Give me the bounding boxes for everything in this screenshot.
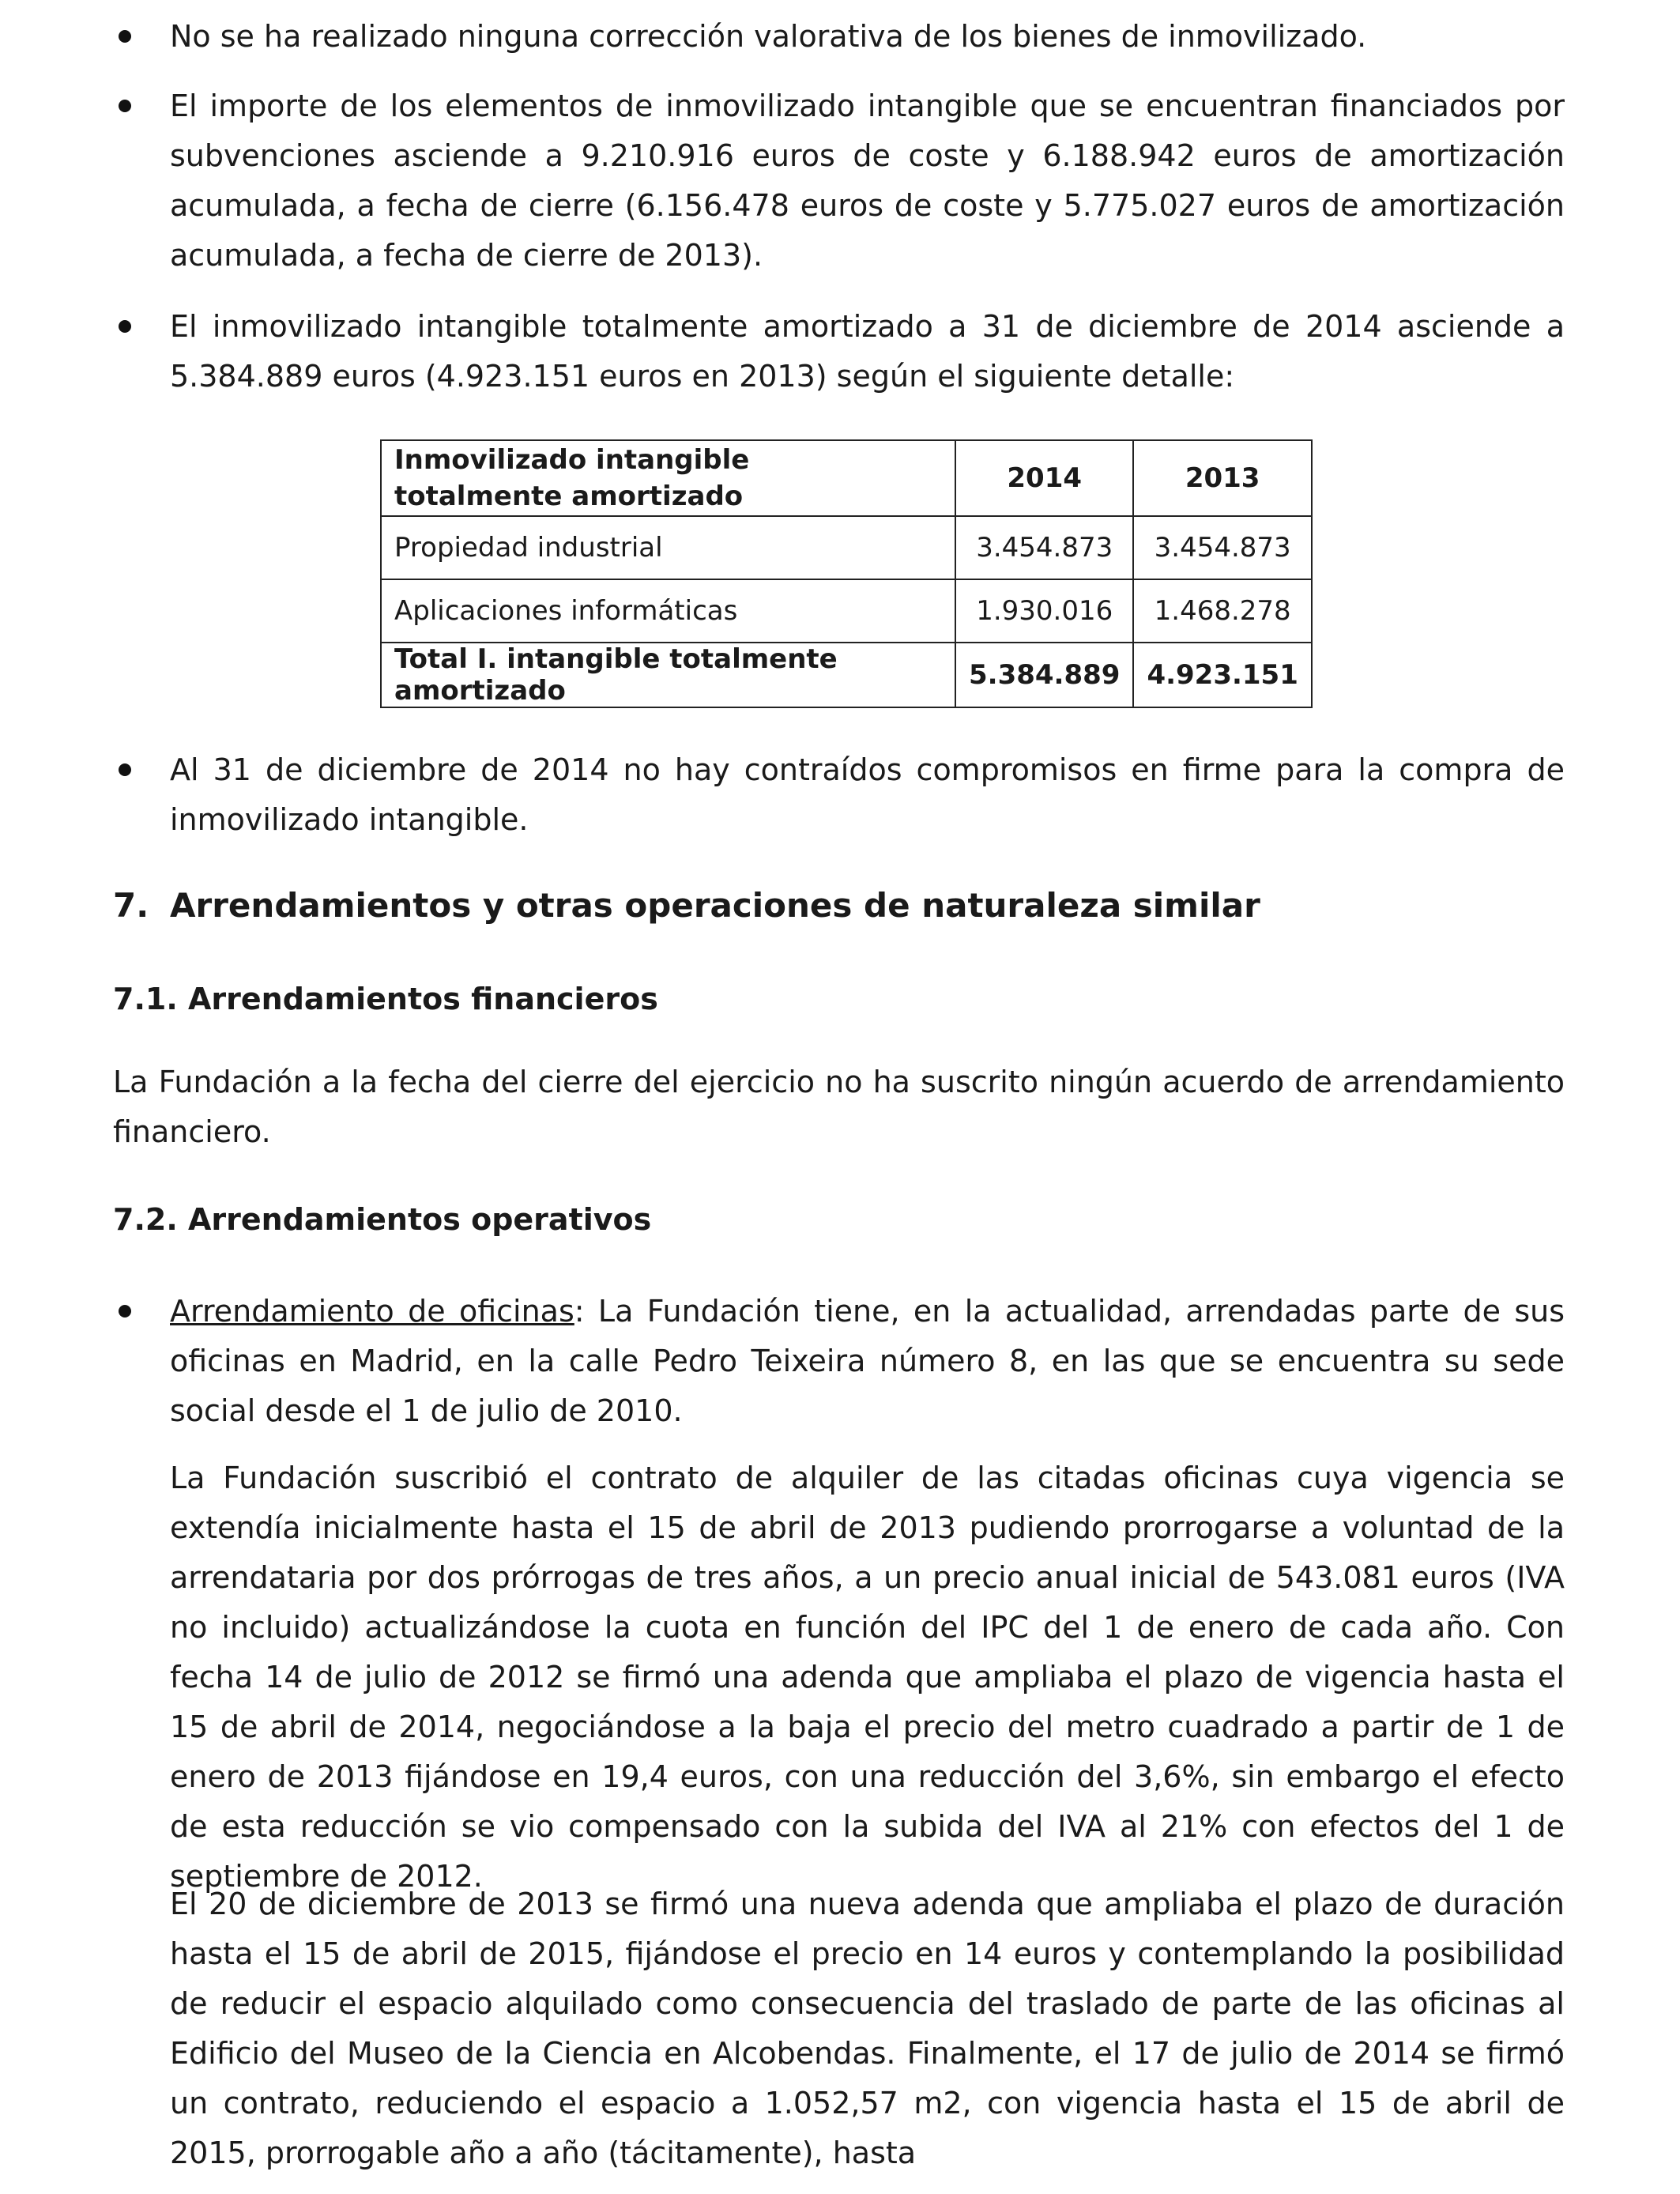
table-header-2013: 2013 — [1133, 440, 1311, 516]
row-value-2014: 3.454.873 — [955, 516, 1133, 579]
row-label: Aplicaciones informáticas — [381, 579, 955, 643]
office-lease-label: Arrendamiento de oficinas — [170, 1294, 574, 1329]
section-7-1-heading: 7.1. Arrendamientos financieros — [113, 982, 658, 1016]
bullet-text-2: El importe de los elementos de inmovilizado intangible que se encuentran financiados por subvenciones asciende a 9.210.916 euros de coste y 6.188.942 euros de amortización acumulada, a fecha de cierre (6.156.478 euros de coste y 5.775.027 euros de amortización acumulada, a fecha de cierre de 2013). — [170, 89, 1565, 273]
table-total-row — [381, 643, 1312, 707]
row-value-2013: 1.468.278 — [1133, 579, 1311, 643]
section-7-2-bullet — [170, 1287, 1565, 1436]
section-7-1-paragraph: La Fundación a la fecha del cierre del ejercicio no ha suscrito ningún acuerdo de arrendamiento financiero. — [113, 1065, 1565, 1149]
bullet-dot — [119, 1305, 131, 1318]
table-header-label — [381, 440, 955, 516]
section-7-number: 7. — [113, 886, 149, 925]
table-header-row — [381, 440, 1312, 516]
section-7-heading — [113, 884, 1260, 928]
amortized-intangibles-table — [380, 439, 1313, 708]
table-row — [381, 579, 1312, 643]
row-value-2014: 1.930.016 — [955, 579, 1133, 643]
table-row — [381, 516, 1312, 579]
row-label: Propiedad industrial — [381, 516, 955, 579]
section-7-title: Arrendamientos y otras operaciones de naturaleza similar — [170, 886, 1260, 925]
office-lease-text: : La Fundación tiene, en la actualidad, arrendadas parte de sus oficinas en Madrid, en la calle Pedro Teixeira número 8, en las que se encuentra su sede social desde el 1 de julio de 2010. — [170, 1294, 1565, 1428]
header-label-line-1: Inmovilizado intangible — [394, 444, 750, 476]
bullet-dot — [119, 100, 131, 112]
section-7-2-paragraph-2: El 20 de diciembre de 2013 se firmó una nueva adenda que ampliaba el plazo de duración hasta el 15 de abril de 2015, fijándose el precio en 14 euros y contemplando la posibilidad de reducir el espacio alquilado como consecuencia del traslado de parte de las oficinas al Edificio del Museo de la Ciencia en Alcobendas. Finalmente, el 17 de julio de 2014 se firmó un contrato, reduciendo el espacio a 1.052,57 m2, con vigencia hasta el 15 de abril de 2015, prorrogable año a año (tácitamente), hasta — [170, 1887, 1565, 2170]
bullet-dot — [119, 320, 131, 333]
section-7-2-heading: 7.2. Arrendamientos operativos — [113, 1202, 652, 1237]
bullet-text-1: No se ha realizado ninguna corrección valorativa de los bienes de inmovilizado. — [170, 19, 1367, 54]
bullet-text-4: Al 31 de diciembre de 2014 no hay contraídos compromisos en firme para la compra de inmovilizado intangible. — [170, 752, 1565, 837]
total-value-2014: 5.384.889 — [955, 643, 1133, 707]
bullet-dot — [119, 763, 131, 776]
row-value-2013: 3.454.873 — [1133, 516, 1311, 579]
section-7-2-paragraph-1: La Fundación suscribió el contrato de alquiler de las citadas oficinas cuya vigencia se extendía inicialmente hasta el 15 de abril de 2013 pudiendo prorrogarse a voluntad de la arrendataria por dos prórrogas de tres años, a un precio anual inicial de 543.081 euros (IVA no incluido) actualizándose la cuota en función del IPC del 1 de enero de cada año. Con fecha 14 de julio de 2012 se firmó una adenda que ampliaba el plazo de vigencia hasta el 15 de abril de 2014, negociándose a la baja el precio del metro cuadrado a partir de 1 de enero de 2013 fijándose en 19,4 euros, con una reducción del 3,6%, sin embargo el efecto de esta reducción se vio compensado con la subida del IVA al 21% con efectos del 1 de septiembre de 2012. — [170, 1461, 1565, 1894]
bullet-dot — [119, 30, 131, 43]
total-label: Total I. intangible totalmente amortizado — [381, 643, 955, 707]
header-label-line-2: totalmente amortizado — [394, 481, 744, 512]
total-value-2013: 4.923.151 — [1133, 643, 1311, 707]
table-header-2014: 2014 — [955, 440, 1133, 516]
bullet-text-3: El inmovilizado intangible totalmente amortizado a 31 de diciembre de 2014 asciende a 5.384.889 euros (4.923.151 euros en 2013) según el siguiente detalle: — [170, 309, 1565, 394]
